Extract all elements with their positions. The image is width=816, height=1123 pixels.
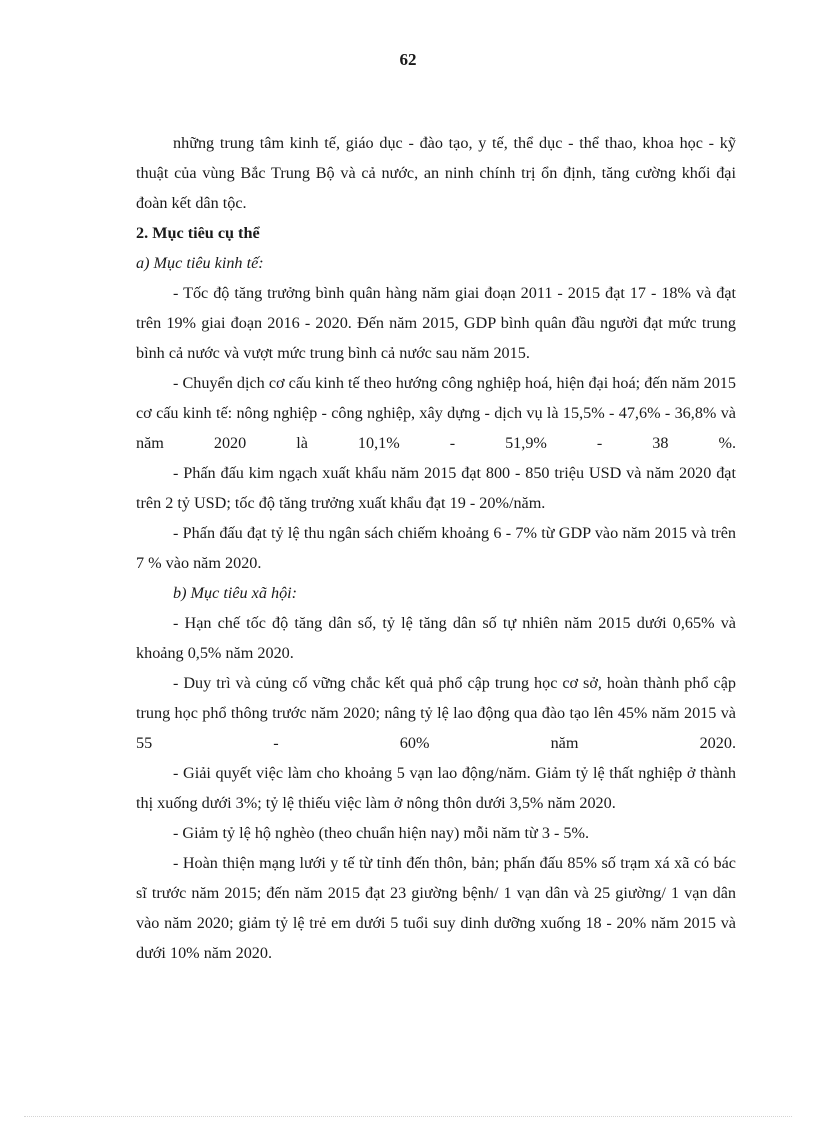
- social-goal-item: - Hoàn thiện mạng lưới y tế từ tỉnh đến thôn, bản; phấn đấu 85% số trạm xá xã có bác sĩ trước năm 2015; đến năm 2015 đạt 23 giường bệnh/ 1 vạn dân và 25 giường/ 1 vạn dân vào năm 2020; giảm tỷ lệ trẻ em dưới 5 tuổi suy dinh dưỡng xuống 18 - 20% năm 2015 và dưới 10% năm 2020.: [136, 854, 736, 962]
- intro-paragraph: những trung tâm kinh tế, giáo dục - đào tạo, y tế, thể dục - thể thao, khoa học - kỹ thuật của vùng Bắc Trung Bộ và cả nước, an ninh chính trị ổn định, tăng cường khối đại đoàn kết dân tộc.: [136, 134, 736, 212]
- economic-goal-item: - Phấn đấu đạt tỷ lệ thu ngân sách chiếm khoảng 6 - 7% từ GDP vào năm 2015 và trên 7 % vào năm 2020.: [136, 524, 736, 572]
- social-goal-item: - Giải quyết việc làm cho khoảng 5 vạn lao động/năm. Giảm tỷ lệ thất nghiệp ở thành thị xuống dưới 3%; tỷ lệ thiếu việc làm ở nông thôn dưới 3,5% năm 2020.: [136, 764, 736, 812]
- economic-goal-item: - Tốc độ tăng trưởng bình quân hàng năm giai đoạn 2011 - 2015 đạt 17 - 18% và đạt trên 19% giai đoạn 2016 - 2020. Đến năm 2015, GDP bình quân đầu người đạt mức trung bình cả nước và vượt mức trung bình cả nước sau năm 2015.: [136, 284, 736, 362]
- social-goal-item: - Duy trì và củng cố vững chắc kết quả phổ cập trung học cơ sở, hoàn thành phổ cập trung học phổ thông trước năm 2020; nâng tỷ lệ lao động qua đào tạo lên 45% năm 2015 và 55 - 60% năm 2020.: [136, 674, 736, 752]
- social-goal-item: - Giảm tỷ lệ hộ nghèo (theo chuẩn hiện nay) mỗi năm từ 3 - 5%.: [173, 824, 590, 842]
- page-number: 62: [399, 50, 417, 69]
- section-heading: 2. Mục tiêu cụ thể: [136, 224, 260, 242]
- economic-goal-item: - Phấn đấu kim ngạch xuất khẩu năm 2015 đạt 800 - 850 triệu USD và năm 2020 đạt trên 2 tỷ USD; tốc độ tăng trưởng xuất khẩu đạt 19 - 20%/năm.: [136, 464, 736, 512]
- economic-goals-heading: a) Mục tiêu kinh tế:: [136, 254, 264, 272]
- page-body: [136, 128, 736, 968]
- social-goals-heading: b) Mục tiêu xã hội:: [173, 584, 298, 602]
- social-goal-item: - Hạn chế tốc độ tăng dân số, tỷ lệ tăng dân số tự nhiên năm 2015 dưới 0,65% và khoảng 0,5% năm 2020.: [136, 614, 736, 662]
- page-bottom-divider: [24, 1116, 792, 1117]
- economic-goal-item: - Chuyển dịch cơ cấu kinh tế theo hướng công nghiệp hoá, hiện đại hoá; đến năm 2015 cơ cấu kinh tế: nông nghiệp - công nghiệp, xây dựng - dịch vụ là 15,5% - 47,6% - 36,8% và năm 2020 là 10,1% - 51,9% - 38 %.: [136, 374, 736, 452]
